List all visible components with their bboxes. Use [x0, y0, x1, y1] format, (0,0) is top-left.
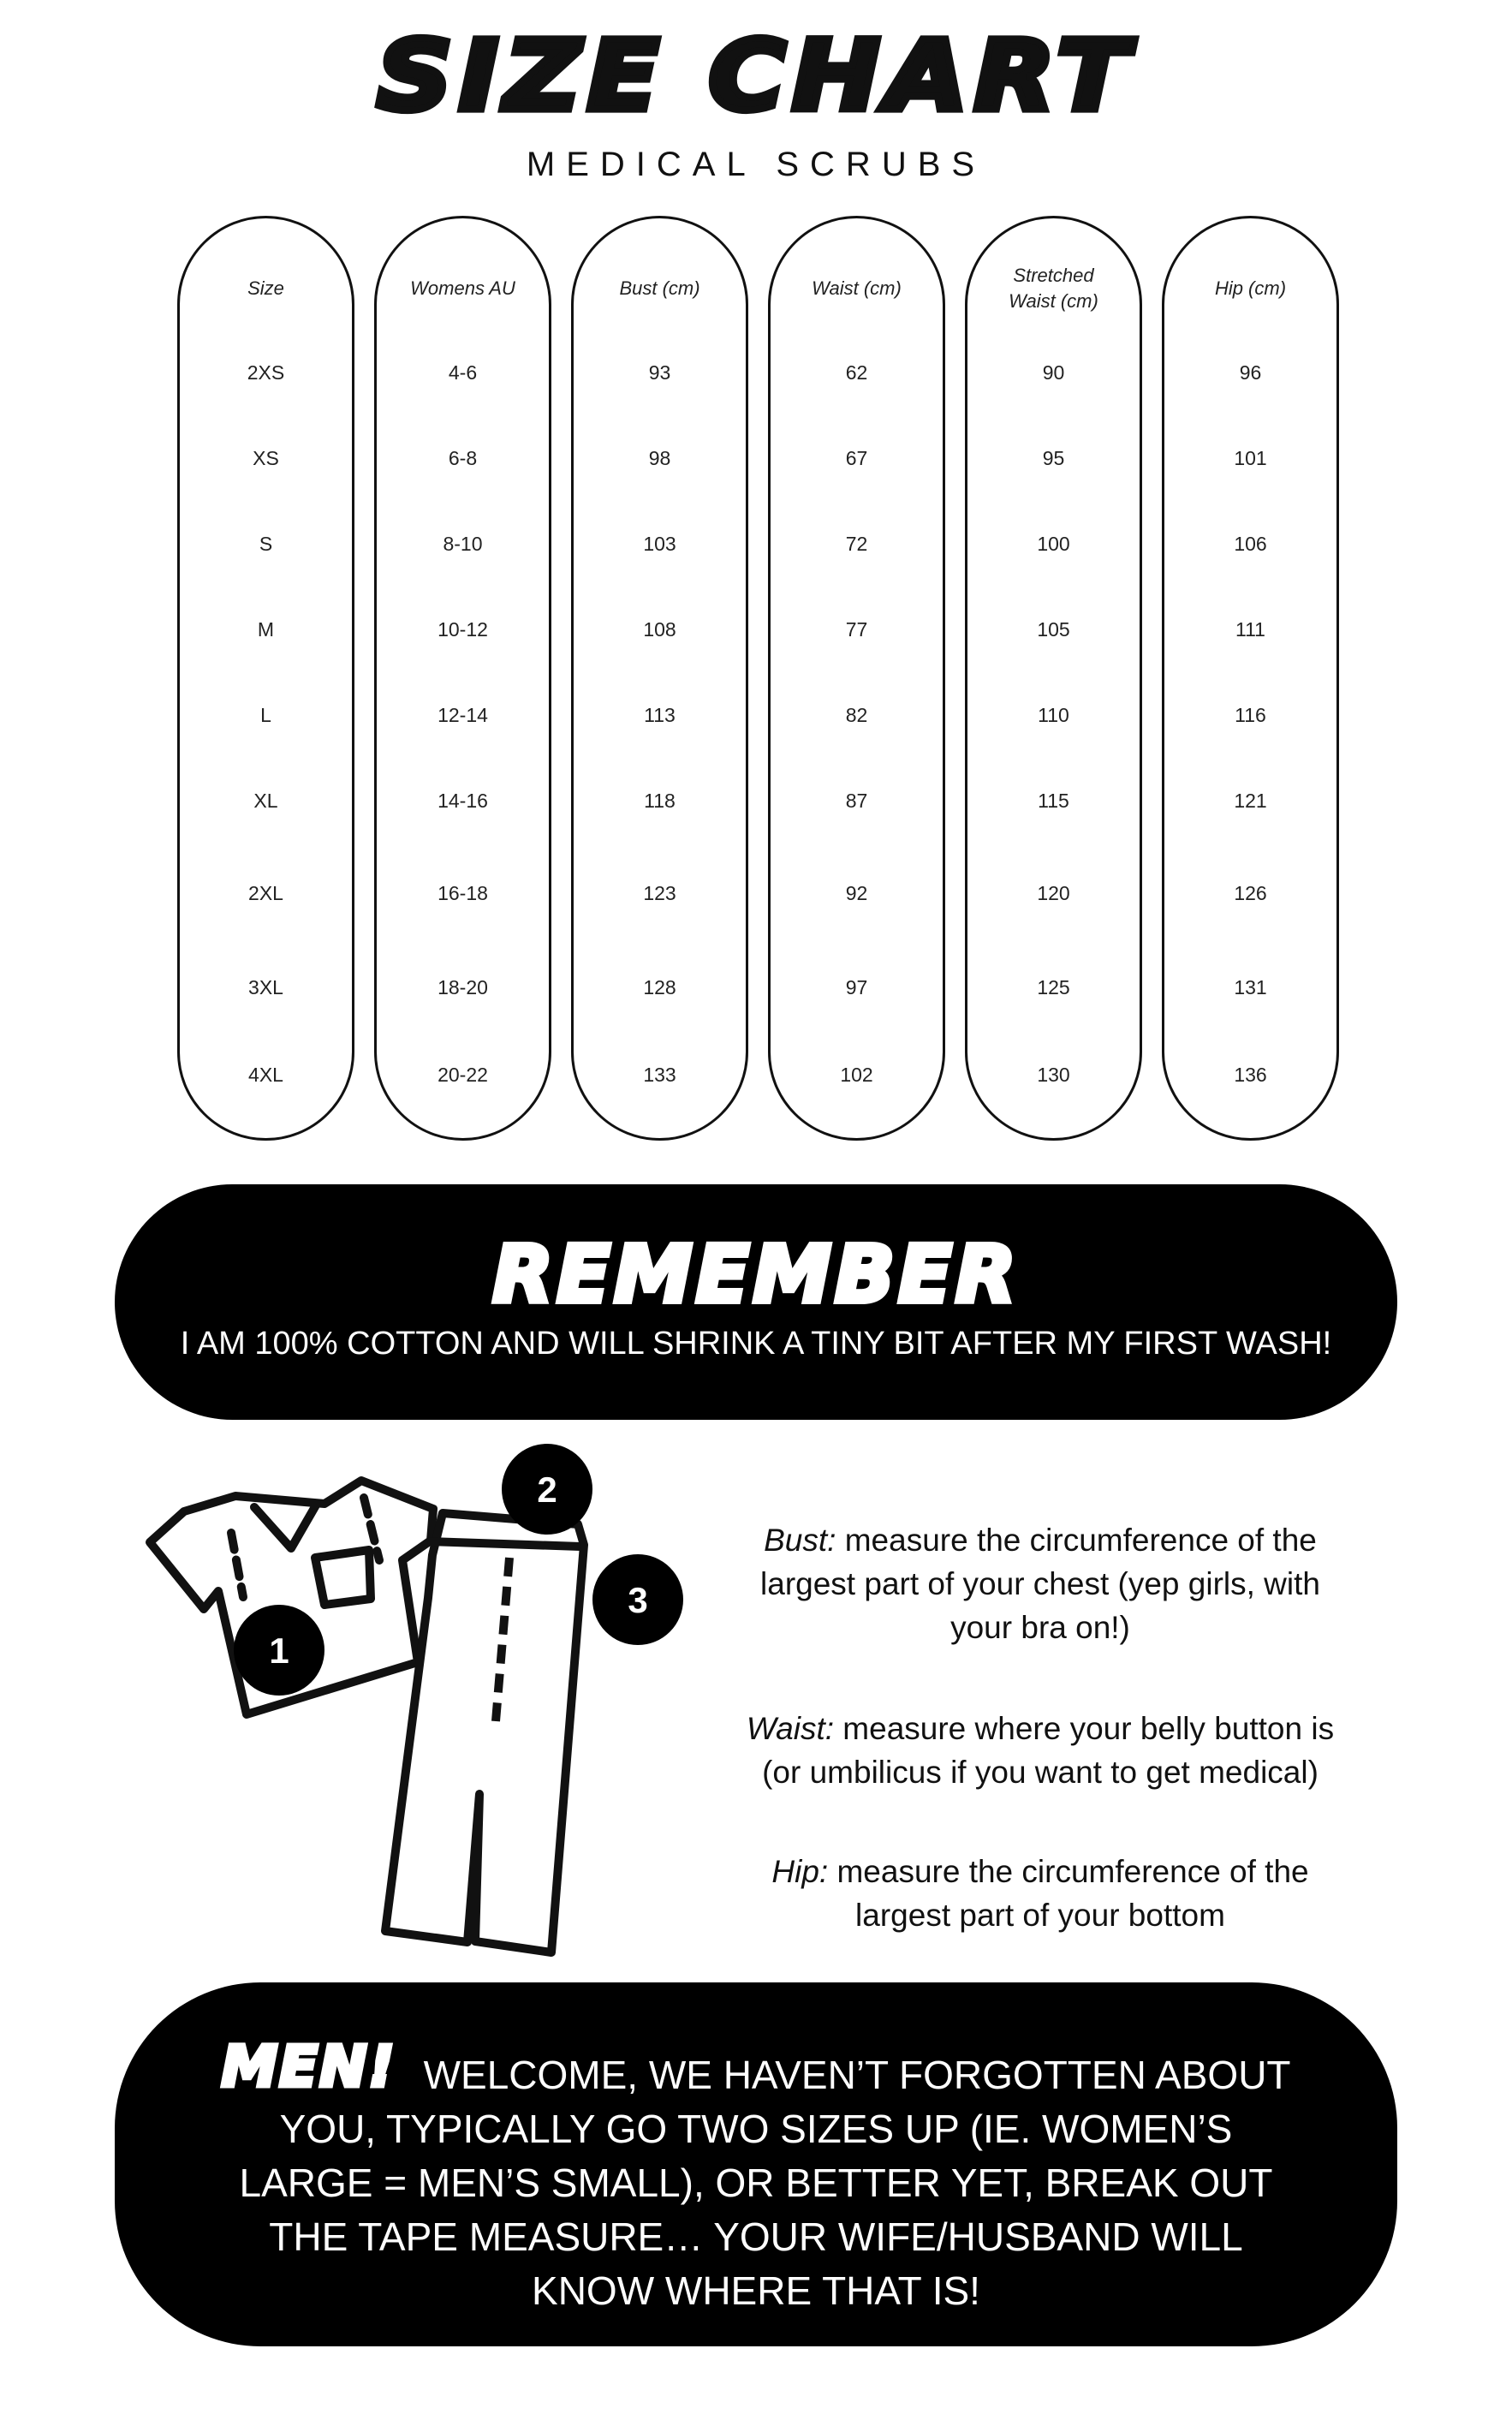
waist-column: [768, 216, 945, 1141]
table-cell: 120: [1037, 882, 1070, 904]
table-cell: 82: [845, 704, 868, 726]
size-column: [177, 216, 354, 1141]
waist-term: Waist:: [746, 1711, 835, 1746]
waist-text: measure where your belly button is (or umbilicus if you want to get medical): [762, 1711, 1335, 1790]
table-cell: 105: [1037, 618, 1070, 641]
table-cell: 111: [1235, 618, 1265, 641]
table-cell: 126: [1234, 882, 1267, 904]
table-cell: 130: [1037, 1064, 1070, 1086]
table-cell: XS: [253, 447, 279, 469]
table-cell: 77: [845, 618, 868, 641]
column-header: [967, 263, 1140, 314]
bust-instruction: [728, 1518, 1353, 1649]
table-cell: 118: [644, 790, 676, 812]
table-cell: 125: [1037, 976, 1070, 998]
table-cell: 90: [1042, 361, 1065, 384]
waist-instruction: [728, 1707, 1353, 1794]
stretched-waist-column: [965, 216, 1142, 1141]
column-header-line: Stretched: [1013, 265, 1094, 286]
table-cell: 102: [840, 1064, 873, 1086]
remember-title: REMEMBER: [492, 1229, 1020, 1320]
table-cell: 18-20: [438, 976, 488, 998]
table-cell: M: [257, 618, 275, 641]
bust-column: [571, 216, 748, 1141]
table-cell: 100: [1037, 533, 1070, 555]
table-cell: 62: [845, 361, 868, 384]
men-text: WELCOME, WE HAVEN’T FORGOTTEN ABOUT YOU, TYPICALLY GO TWO SIZES UP (IE. WOMEN’S LARGE = MEN’S SMALL), OR BETTER YET, BREAK OUT THE TAPE MEASURE… YOUR WIFE/HUSBAND WILL KNOW WHERE THAT IS!: [239, 2053, 1291, 2313]
table-cell: XL: [253, 790, 278, 812]
table-cell: 96: [1239, 361, 1262, 384]
table-cell: 121: [1234, 790, 1267, 812]
table-cell: 133: [643, 1064, 676, 1086]
column-header: Waist (cm): [812, 277, 902, 299]
page-subtitle: MEDICAL SCRUBS: [526, 146, 986, 183]
column-header: Womens AU: [410, 277, 515, 299]
remember-text: I AM 100% COTTON AND WILL SHRINK A TINY BIT AFTER MY FIRST WASH!: [180, 1326, 1332, 1362]
womens-au-column: [374, 216, 551, 1141]
table-cell: L: [260, 704, 271, 726]
measure-marker-2: [502, 1444, 592, 1535]
table-cell: 103: [643, 533, 676, 555]
column-header-line: Waist (cm): [1009, 290, 1098, 312]
table-cell: 14-16: [438, 790, 488, 812]
marker-label: 1: [269, 1630, 289, 1671]
table-cell: 136: [1234, 1064, 1267, 1086]
table-cell: S: [259, 533, 273, 555]
table-cell: 12-14: [438, 704, 488, 726]
column-header: Hip (cm): [1214, 277, 1287, 299]
table-cell: 93: [648, 361, 671, 384]
table-cell: 106: [1234, 533, 1267, 555]
table-cell: 123: [643, 882, 676, 904]
remember-banner: [115, 1184, 1397, 1420]
table-cell: 72: [845, 533, 868, 555]
scrub-pants-icon: [385, 1513, 584, 1952]
marker-label: 2: [537, 1469, 557, 1510]
table-cell: 16-18: [438, 882, 488, 904]
column-header: Bust (cm): [619, 277, 700, 299]
table-cell: 97: [845, 976, 868, 998]
men-banner: [115, 1982, 1397, 2346]
table-cell: 6-8: [448, 447, 478, 469]
table-cell: 108: [643, 618, 676, 641]
table-cell: 2XS: [247, 361, 285, 384]
page-title: SIZE CHART: [377, 20, 1135, 133]
men-message: [209, 2034, 1303, 2318]
table-cell: 113: [644, 704, 676, 726]
hip-text: measure the circumference of the largest part of your bottom: [828, 1854, 1309, 1933]
table-cell: 2XL: [248, 882, 283, 904]
table-cell: 67: [845, 447, 868, 469]
table-cell: 131: [1234, 976, 1267, 998]
men-title: MEN!: [221, 2034, 396, 2100]
bust-text: measure the circumference of the largest part of your chest (yep girls, with your bra on!): [760, 1523, 1320, 1645]
table-cell: 4XL: [248, 1064, 283, 1086]
table-cell: 3XL: [248, 976, 283, 998]
table-cell: 4-6: [448, 361, 478, 384]
table-cell: 116: [1235, 704, 1266, 726]
table-cell: 8-10: [443, 533, 483, 555]
column-header: Size: [247, 277, 284, 299]
marker-label: 3: [628, 1580, 648, 1620]
table-cell: 128: [643, 976, 676, 998]
table-cell: 110: [1038, 704, 1069, 726]
table-cell: 92: [845, 882, 868, 904]
hip-term: Hip:: [771, 1854, 829, 1889]
table-cell: 20-22: [438, 1064, 488, 1086]
table-cell: 10-12: [438, 618, 488, 641]
table-cell: 101: [1234, 447, 1267, 469]
scrubs-illustration: [137, 1439, 693, 1970]
hip-column: [1162, 216, 1339, 1141]
measure-marker-3: [592, 1554, 683, 1645]
table-cell: 95: [1042, 447, 1065, 469]
measure-marker-1: [234, 1605, 324, 1696]
table-cell: 98: [648, 447, 671, 469]
table-cell: 87: [845, 790, 868, 812]
table-cell: 115: [1038, 790, 1069, 812]
bust-term: Bust:: [764, 1523, 836, 1558]
hip-instruction: [728, 1850, 1353, 1937]
